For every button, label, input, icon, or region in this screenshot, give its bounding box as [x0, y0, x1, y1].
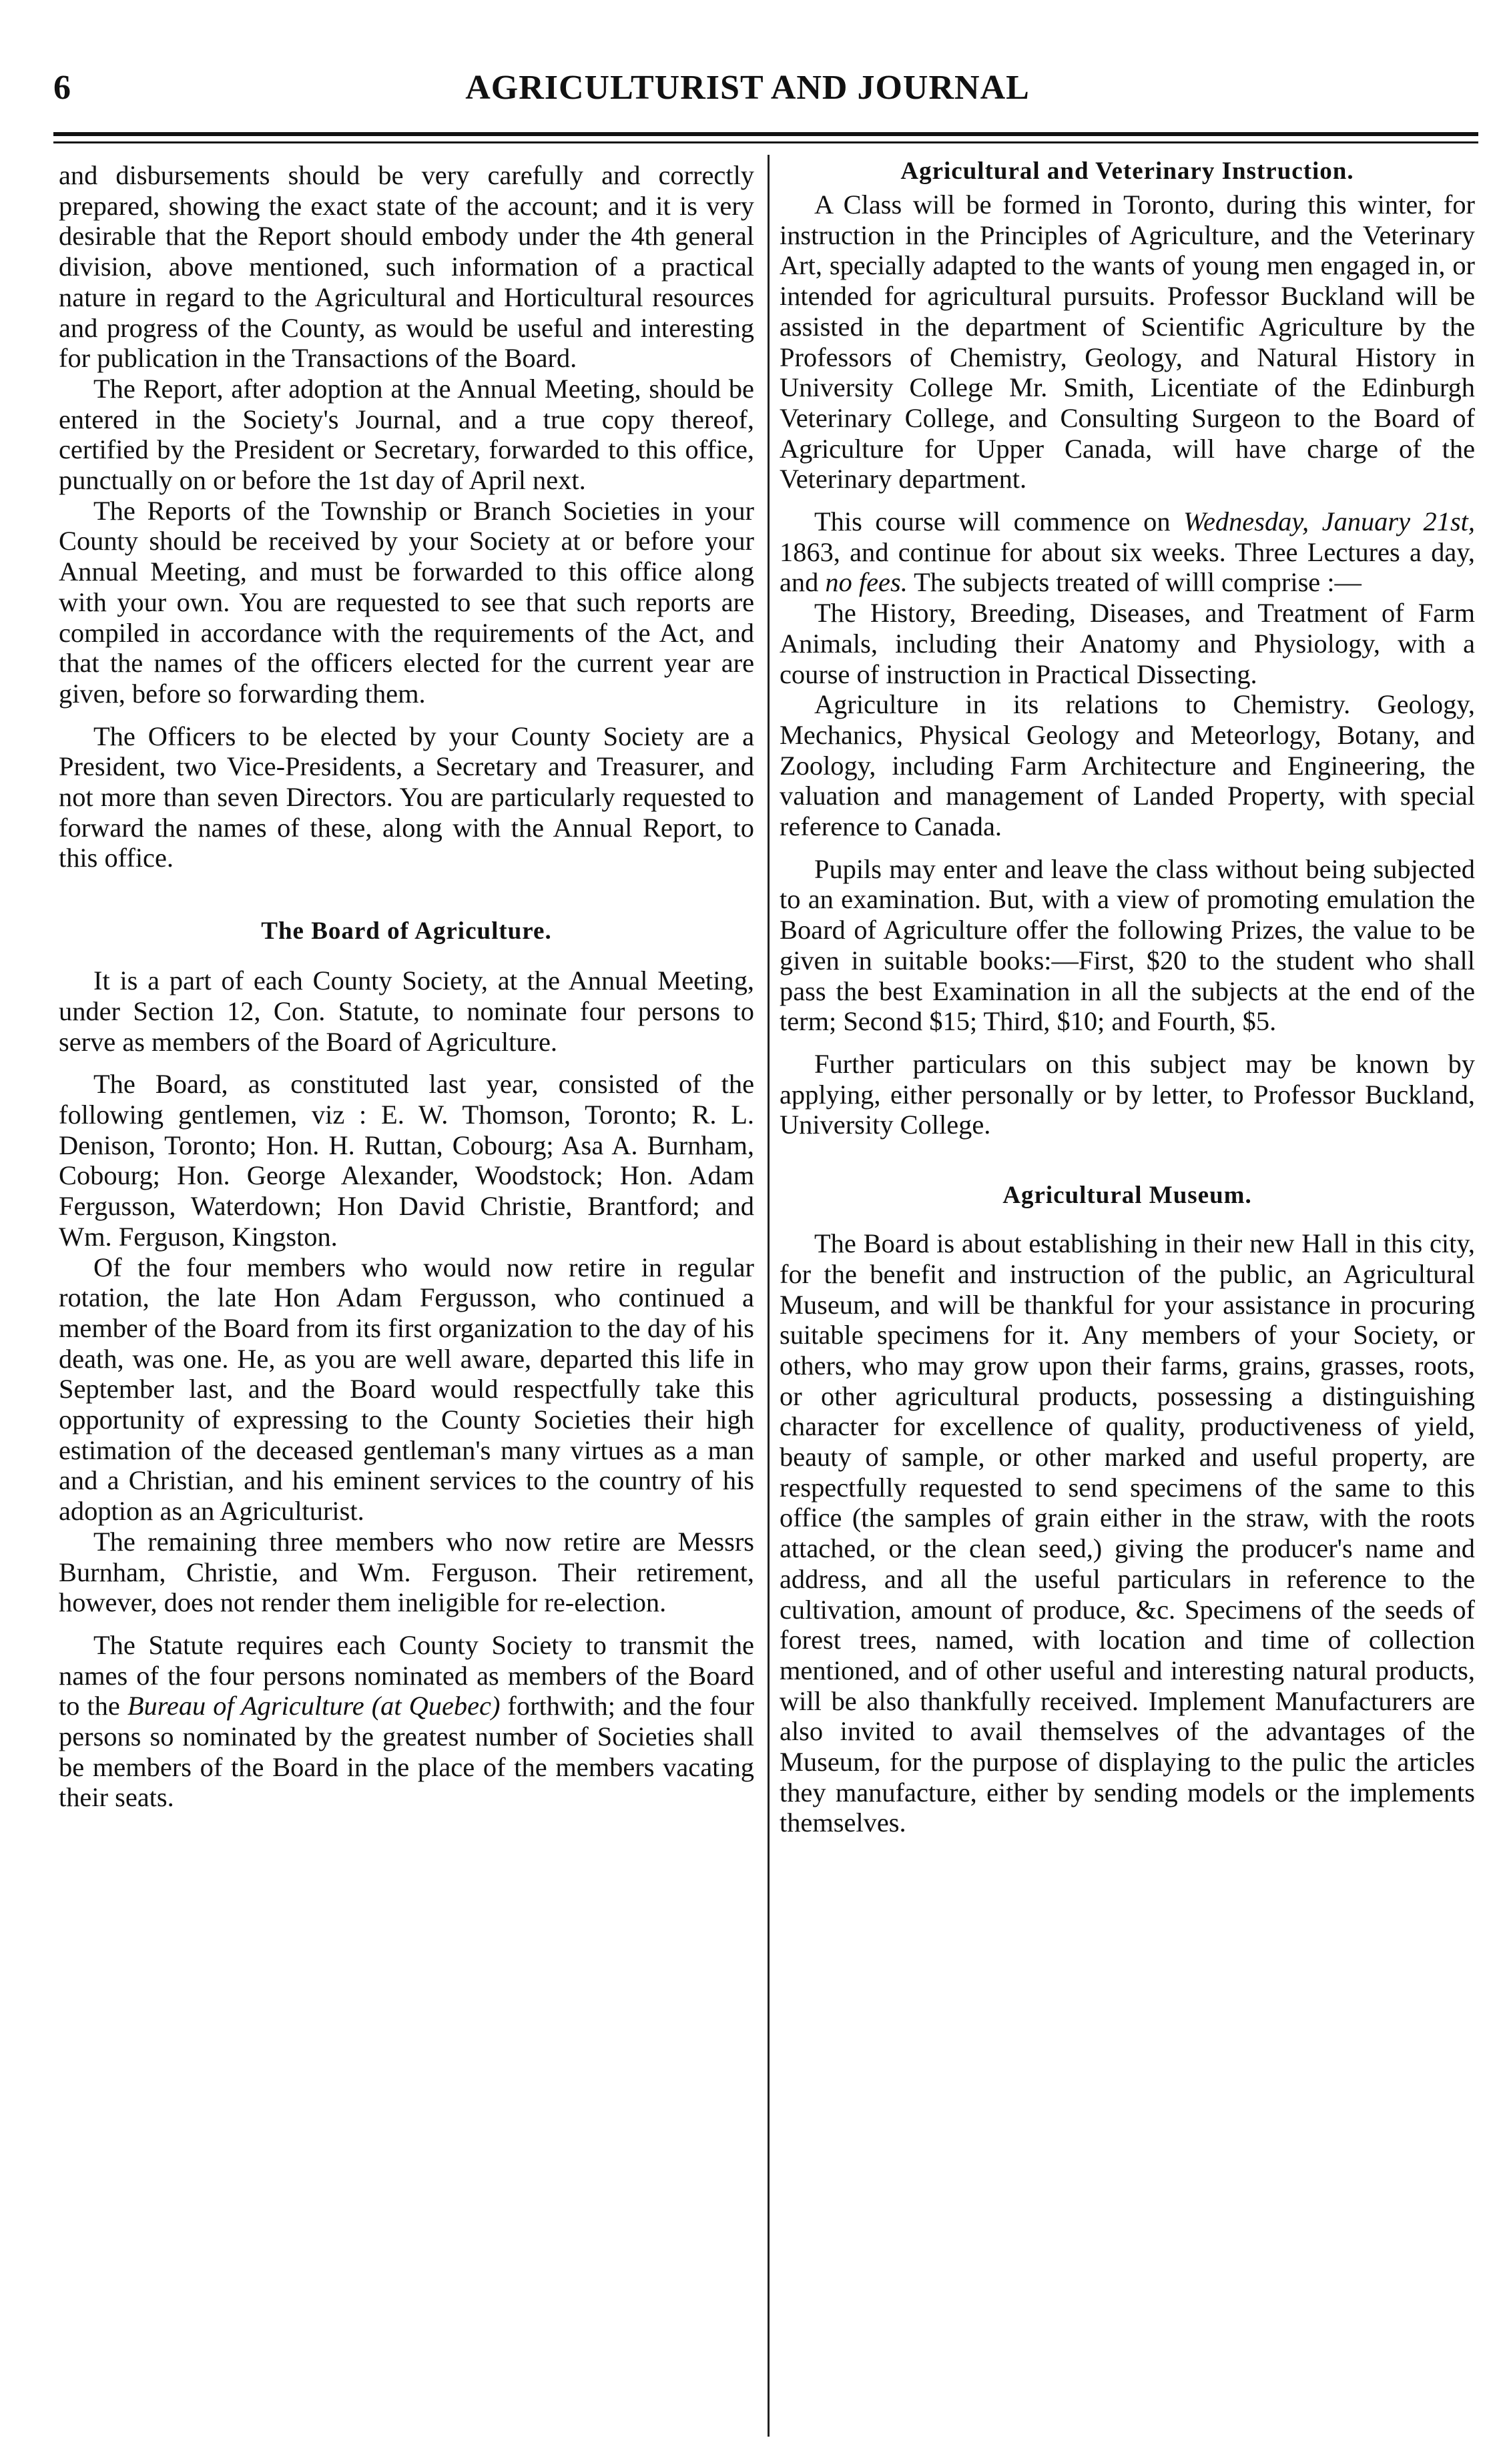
right-paragraph-2-text-c: The subjects treated of willl comprise :— [907, 567, 1362, 598]
header-rule-thin [53, 141, 1478, 143]
right-column [780, 157, 1475, 1838]
right-paragraph-5: Pupils may enter and leave the class without being subjected to an examination. But, with a view of promoting emulation the Board of Agriculture offer the following Prizes, the value to be given in suitable books:—First, $20 to the student who shall pass the best Examination in all the subjects at the end of the term; Second $15; Third, $10; and Fourth, $5. [780, 853, 1475, 1037]
right-paragraph-7: The Board is about establishing in their new Hall in this city, for the benefit and instruction of the public, an Agricultural Museum, and will be thankful for your assistance in procuring suitable specimens for it. Any members of your Society, or others, who may grow upon their farms, grains, grasses, roots, or other agricultural products, possessing a distinguishing character for excellence of quality, productiveness of yield, beauty of sample, or other marked and useful property, are respectfully requested to send specimens of the same to this office (the samples of grain either in the straw, with the roots attached, or the clean seed,) giving the producer's name and address, and all the useful particulars in reference to the cultivation, amount of produce, &c. Specimens of the seeds of forest trees, named, with location and time of collection mentioned, and of other useful and interesting natural products, will be also thankfully received. Implement Manufacturers are also invited to avail themselves of the advantages of the Museum, for the purpose of displaying to the pulic the articles they manufacture, either by sending models or the implements themselves. [780, 1228, 1475, 1838]
right-paragraph-2-text-b: 1863, and continue for about six weeks. Three Lectures a day, and [780, 536, 1475, 598]
heading-board-of-agriculture: The Board of Agriculture. [261, 917, 552, 945]
column-divider [768, 155, 770, 2437]
right-paragraph-2 [780, 506, 1475, 598]
left-column [59, 160, 754, 1813]
left-paragraph-9 [59, 1630, 754, 1813]
right-paragraph-2-text-a: This course will commence on [814, 506, 1184, 537]
left-paragraph-7: Of the four members who would now retire in regular rotation, the late Hon Adam Fergusson, who continued a member of the Board from its first organization to the day of his death, was one. He, as you are well aware, departed this life in September last, and the Board would respectfully take this opportunity of expressing to the County Societies their high estimation of the deceased gentleman's many virtues as a man and a Christian, and his eminent services to the country of his adoption as an Agriculturist. [59, 1252, 754, 1527]
right-paragraph-4: Agriculture in its relations to Chemistry. Geology, Mechanics, Physical Geology and Meteorlogy, Botany, and Zoology, including Farm Architecture and Engineering, the valuation and management of Landed Property, with special reference to Canada. [780, 689, 1475, 842]
left-paragraph-9-text-b: forthwith; and the four persons so nominated by the greatest number of Societies shall be members of the Board in the place of the members vacating their seats. [59, 1691, 755, 1813]
left-paragraph-5: It is a part of each County Society, at the Annual Meeting, under Section 12, Con. Statute, to nominate four persons to serve as members of the Board of Agriculture. [59, 965, 754, 1057]
left-paragraph-1: and disbursements should be very carefully and correctly prepared, showing the exact state of the account; and it is very desirable that the Report should embody under the 4th general division, above mentioned, such information of a practical nature in regard to the Agricultural and Horticultural resources and progress of the County, as would be useful and interesting for publication in the Transactions of the Board. [59, 160, 754, 374]
right-paragraph-2-emphasis-date: Wednesday, January 21st, [1183, 506, 1475, 537]
left-paragraph-9-emphasis: Bureau of Agriculture (at Quebec) [127, 1691, 501, 1721]
running-head [53, 61, 1442, 121]
right-paragraph-1: A Class will be formed in Toronto, during this winter, for instruction in the Principles of Agriculture, and the Veterinary Art, specially adapted to the wants of young men engaged in, or intended for agricultural pursuits. Professor Buckland will be assisted in the department of Scientific Agriculture by the Professors of Chemistry, Geology, and Natural History in University College Mr. Smith, Licentiate of the Edinburgh Veterinary College, and Consulting Surgeon to the Board of Agriculture for Upper Canada, will have charge of the Veterinary department. [780, 189, 1475, 494]
header-rule-thick [53, 132, 1478, 136]
left-paragraph-4: The Officers to be elected by your County Society are a President, two Vice-Presidents, a Secretary and Treasurer, and not more than seven Directors. You are particularly requested to forward the names of these, along with the Annual Report, to this office. [59, 721, 754, 873]
right-paragraph-2-emphasis-fees: no fees. [825, 567, 908, 598]
journal-title: AGRICULTURIST AND JOURNAL [465, 69, 1030, 107]
right-paragraph-3: The History, Breeding, Diseases, and Treatment of Farm Animals, including their Anatomy and Physiology, with a course of instruction in Practical Dissecting. [780, 598, 1475, 689]
right-paragraph-6: Further particulars on this subject may be known by applying, either personally or by letter, to Professor Buckland, University College. [780, 1048, 1475, 1140]
left-paragraph-6: The Board, as constituted last year, consisted of the following gentlemen, viz : E. W. Thomson, Toronto; R. L. Denison, Toronto; Hon. H. Ruttan, Cobourg; Asa A. Burnham, Cobourg; Hon. George Alexander, Woodstock; Hon. Adam Fergusson, Waterdown; Hon David Christie, Brantford; and Wm. Ferguson, Kingston. [59, 1069, 754, 1252]
heading-agricultural-veterinary-instruction: Agricultural and Veterinary Instruction. [900, 157, 1354, 185]
left-paragraph-8: The remaining three members who now retire are Messrs Burnham, Christie, and Wm. Ferguson. Their retirement, however, does not render them ineligible for re-election. [59, 1526, 754, 1618]
left-paragraph-9-text-a: The Statute requires each County Society to transmit the names of the four persons nominated as members of the Board to the [59, 1629, 754, 1721]
left-paragraph-2: The Report, after adoption at the Annual Meeting, should be entered in the Society's Journal, and a true copy thereof, certified by the President or Secretary, forwarded to this office, punctually on or before the 1st day of April next. [59, 373, 754, 496]
page-number: 6 [53, 69, 71, 107]
heading-agricultural-museum: Agricultural Museum. [1002, 1182, 1252, 1210]
left-paragraph-3: The Reports of the Township or Branch Societies in your County should be received by your Society at or before your Annual Meeting, and must be forwarded to this office along with your own. You are requested to see that such reports are compiled in accordance with the requirements of the Act, and that the names of the officers elected for the current year are given, before so forwarding them. [59, 495, 754, 709]
